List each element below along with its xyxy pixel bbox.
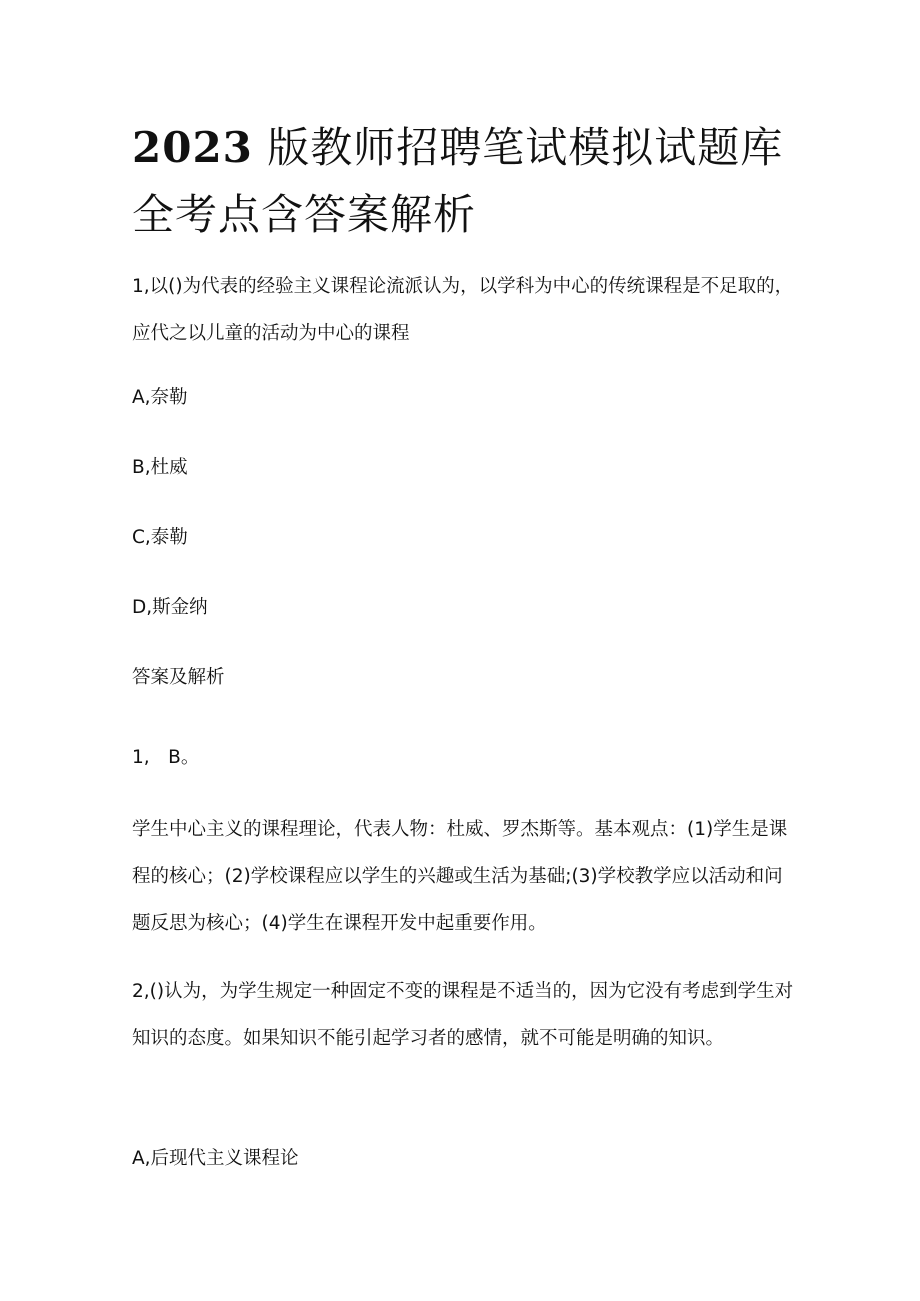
question-2-text: 2,()认为，为学生规定一种固定不变的课程是不适当的，因为它没有考虑到学生对知识的态度。如果知识不能引起学习者的感情，就不可能是明确的知识。	[132, 981, 794, 1049]
answer-1: 1, B。	[132, 747, 200, 768]
explanation-1: 学生中心主义的课程理论，代表人物：杜威、罗杰斯等。基本观点：(1)学生是课程的核心；(2)学校课程应以学生的兴趣或生活为基础;(3)学校教学应以活动和问题反思为核心；(4)学生在课程开发中起重要作用。	[132, 819, 788, 934]
question-1-option-d: D,斯金纳	[132, 597, 208, 618]
title-text: 版教师招聘笔试模拟试题库全考点含答案解析	[132, 123, 784, 239]
question-1-option-c: C,泰勒	[132, 527, 188, 548]
question-1-option-b: B,杜威	[132, 457, 188, 478]
title-year: 2023	[132, 123, 253, 172]
question-2-option-a: A,后现代主义课程论	[132, 1148, 299, 1169]
question-1-text: 1,以()为代表的经验主义课程论流派认为，以学科为中心的传统课程是不足取的，应代之以儿童的活动为中心的课程	[132, 276, 794, 344]
document-title	[132, 114, 822, 248]
question-1-option-a: A,奈勒	[132, 387, 188, 408]
answer-section-heading: 答案及解析	[132, 667, 225, 688]
